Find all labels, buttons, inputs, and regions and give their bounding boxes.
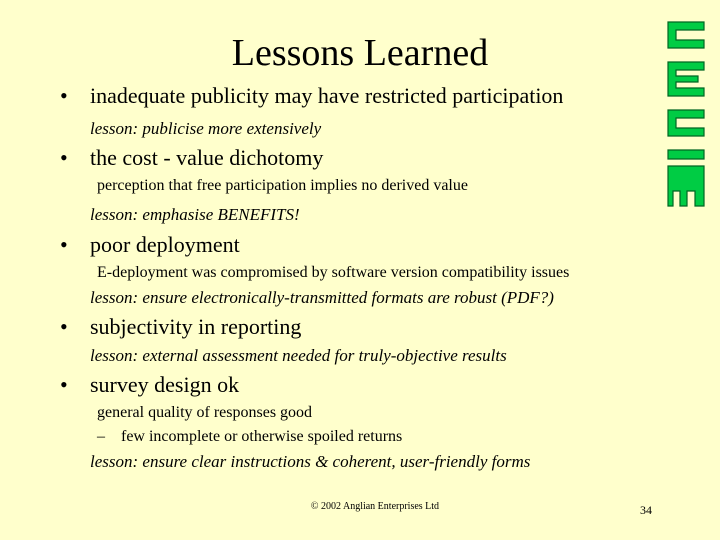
lesson-text: lesson: external assessment needed for truly-objective results xyxy=(90,346,507,365)
bullet-heading: survey design ok xyxy=(90,372,240,397)
copyright-footer: © 2002 Anglian Enterprises Ltd xyxy=(310,501,440,512)
bullet-heading: poor deployment xyxy=(90,232,240,257)
bullet-dot: • xyxy=(60,314,68,339)
lesson-text: lesson: ensure clear instructions & coherent, user-friendly forms xyxy=(90,452,531,471)
logo-letter-m xyxy=(668,166,704,206)
bullet-heading: the cost - value dichotomy xyxy=(90,145,324,170)
bullet-dot: • xyxy=(60,372,68,397)
bullet-dot: • xyxy=(60,83,68,108)
bullet-item-publicity xyxy=(60,82,563,110)
bullet-dot: • xyxy=(60,232,68,257)
note-text: perception that free participation implies no derived value xyxy=(97,177,468,194)
subnote-body: few incomplete or otherwise spoiled returns xyxy=(121,428,403,445)
subnote-dash: – xyxy=(97,428,105,445)
lesson-text: lesson: emphasise BENEFITS! xyxy=(90,205,300,224)
bullet-heading: inadequate publicity may have restricted participation xyxy=(90,83,564,108)
lesson-text: lesson: publicise more extensively xyxy=(90,119,322,138)
logo-letter-c2 xyxy=(668,110,704,136)
bullet-item-survey-design xyxy=(60,371,239,399)
subnote-text xyxy=(97,427,402,447)
lesson-text: lesson: ensure electronically-transmitted formats are robust (PDF?) xyxy=(90,288,554,307)
bullet-dot: • xyxy=(60,145,68,170)
slide-title: Lessons Learned xyxy=(231,32,489,74)
note-text: E-deployment was compromised by software version compatibility issues xyxy=(97,264,570,281)
bullet-heading: subjectivity in reporting xyxy=(90,314,302,339)
bullet-item-cost-value xyxy=(60,144,323,172)
note-text: general quality of responses good xyxy=(97,404,313,421)
logo-letter-c1 xyxy=(668,22,704,48)
cecim-logo xyxy=(662,18,710,210)
page-number: 34 xyxy=(640,503,652,517)
logo-letter-i xyxy=(668,150,704,159)
logo-letter-e xyxy=(668,62,704,96)
bullet-item-deployment xyxy=(60,231,240,259)
bullet-item-subjectivity xyxy=(60,313,301,341)
